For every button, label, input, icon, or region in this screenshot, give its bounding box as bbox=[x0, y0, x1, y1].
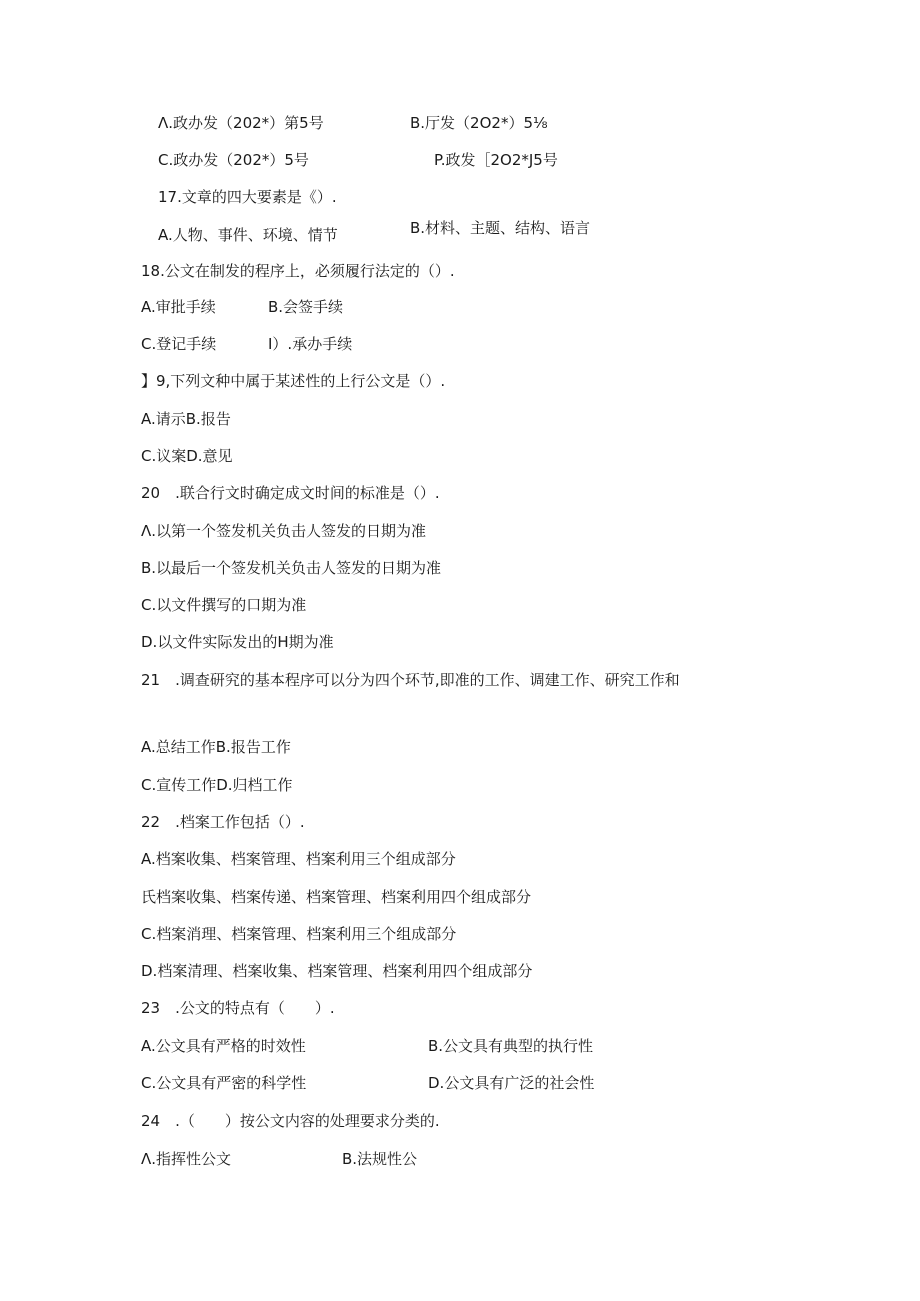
q22-question: 22 .档案工作包括（）. bbox=[141, 813, 305, 831]
q23-option-b: B.公文具有典型的执行性 bbox=[428, 1037, 594, 1055]
q17-option-b: B.材料、主题、结构、语言 bbox=[410, 219, 591, 237]
q19-question: 】9,下列文种中属于某述性的上行公文是（）. bbox=[141, 372, 446, 390]
q17-option-a: A.人物、事件、环境、情节 bbox=[158, 226, 338, 244]
q24-option-a: Λ.指挥性公文 bbox=[141, 1150, 232, 1168]
q20-question: 20 .联合行文时确定成文时间的标准是（）. bbox=[141, 484, 440, 502]
q16-option-c: C.政办发（202*）5号 bbox=[158, 151, 309, 169]
q22-option-a: A.档案收集、档案管理、档案利用三个组成部分 bbox=[141, 850, 456, 868]
q19-options-cd: C.议案D.意见 bbox=[141, 447, 233, 465]
q23-question: 23 .公文的特点有（ ）. bbox=[141, 999, 335, 1017]
q23-option-a: A.公文具有严格的时效性 bbox=[141, 1037, 306, 1055]
q20-option-d: D.以文件实际发出的H期为准 bbox=[141, 633, 334, 651]
q18-option-b: B.会签手续 bbox=[268, 298, 344, 316]
q17-question: 17.文章的四大要素是《）. bbox=[158, 188, 337, 206]
q22-option-b: 氏档案收集、档案传递、档案管理、档案利用四个组成部分 bbox=[141, 888, 532, 906]
q18-option-a: A.审批手续 bbox=[141, 298, 216, 316]
q18-option-d: I）.承办手续 bbox=[268, 335, 353, 353]
q16-option-b: B.厅发（2O2*）5⅛ bbox=[410, 114, 548, 132]
q21-options-cd: C.宣传工作D.归档工作 bbox=[141, 776, 293, 794]
q22-option-c: C.档案消理、档案管理、档案利用三个组成部分 bbox=[141, 925, 457, 943]
q21-question: 21 .调查研究的基本程序可以分为四个环节,即准的工作、调建工作、研究工作和 bbox=[141, 671, 680, 689]
q16-option-d: P.政发［2O2*J5号 bbox=[434, 151, 558, 169]
q22-option-d: D.档案清理、档案收集、档案管理、档案利用四个组成部分 bbox=[141, 962, 533, 980]
q18-option-c: C.登记手续 bbox=[141, 335, 217, 353]
q23-option-d: D.公文具有广泛的社会性 bbox=[428, 1074, 595, 1092]
q16-option-a: Λ.政办发（202*）第5号 bbox=[158, 114, 324, 132]
q21-options-ab: A.总结工作B.报告工作 bbox=[141, 738, 291, 756]
q18-question: 18.公文在制发的程序上，必须履行法定的（）. bbox=[141, 262, 455, 280]
q20-option-a: Λ.以第一个签发机关负击人签发的日期为准 bbox=[141, 522, 427, 540]
q20-option-b: B.以最后一个签发机关负击人签发的日期为准 bbox=[141, 559, 442, 577]
q24-question: 24 .（ ）按公文内容的处理要求分类的. bbox=[141, 1112, 440, 1130]
q20-option-c: C.以文件撰写的口期为准 bbox=[141, 596, 307, 614]
q24-option-b: B.法规性公 bbox=[342, 1150, 418, 1168]
q23-option-c: C.公文具有严密的科学性 bbox=[141, 1074, 307, 1092]
q19-options-ab: A.请示B.报告 bbox=[141, 410, 231, 428]
